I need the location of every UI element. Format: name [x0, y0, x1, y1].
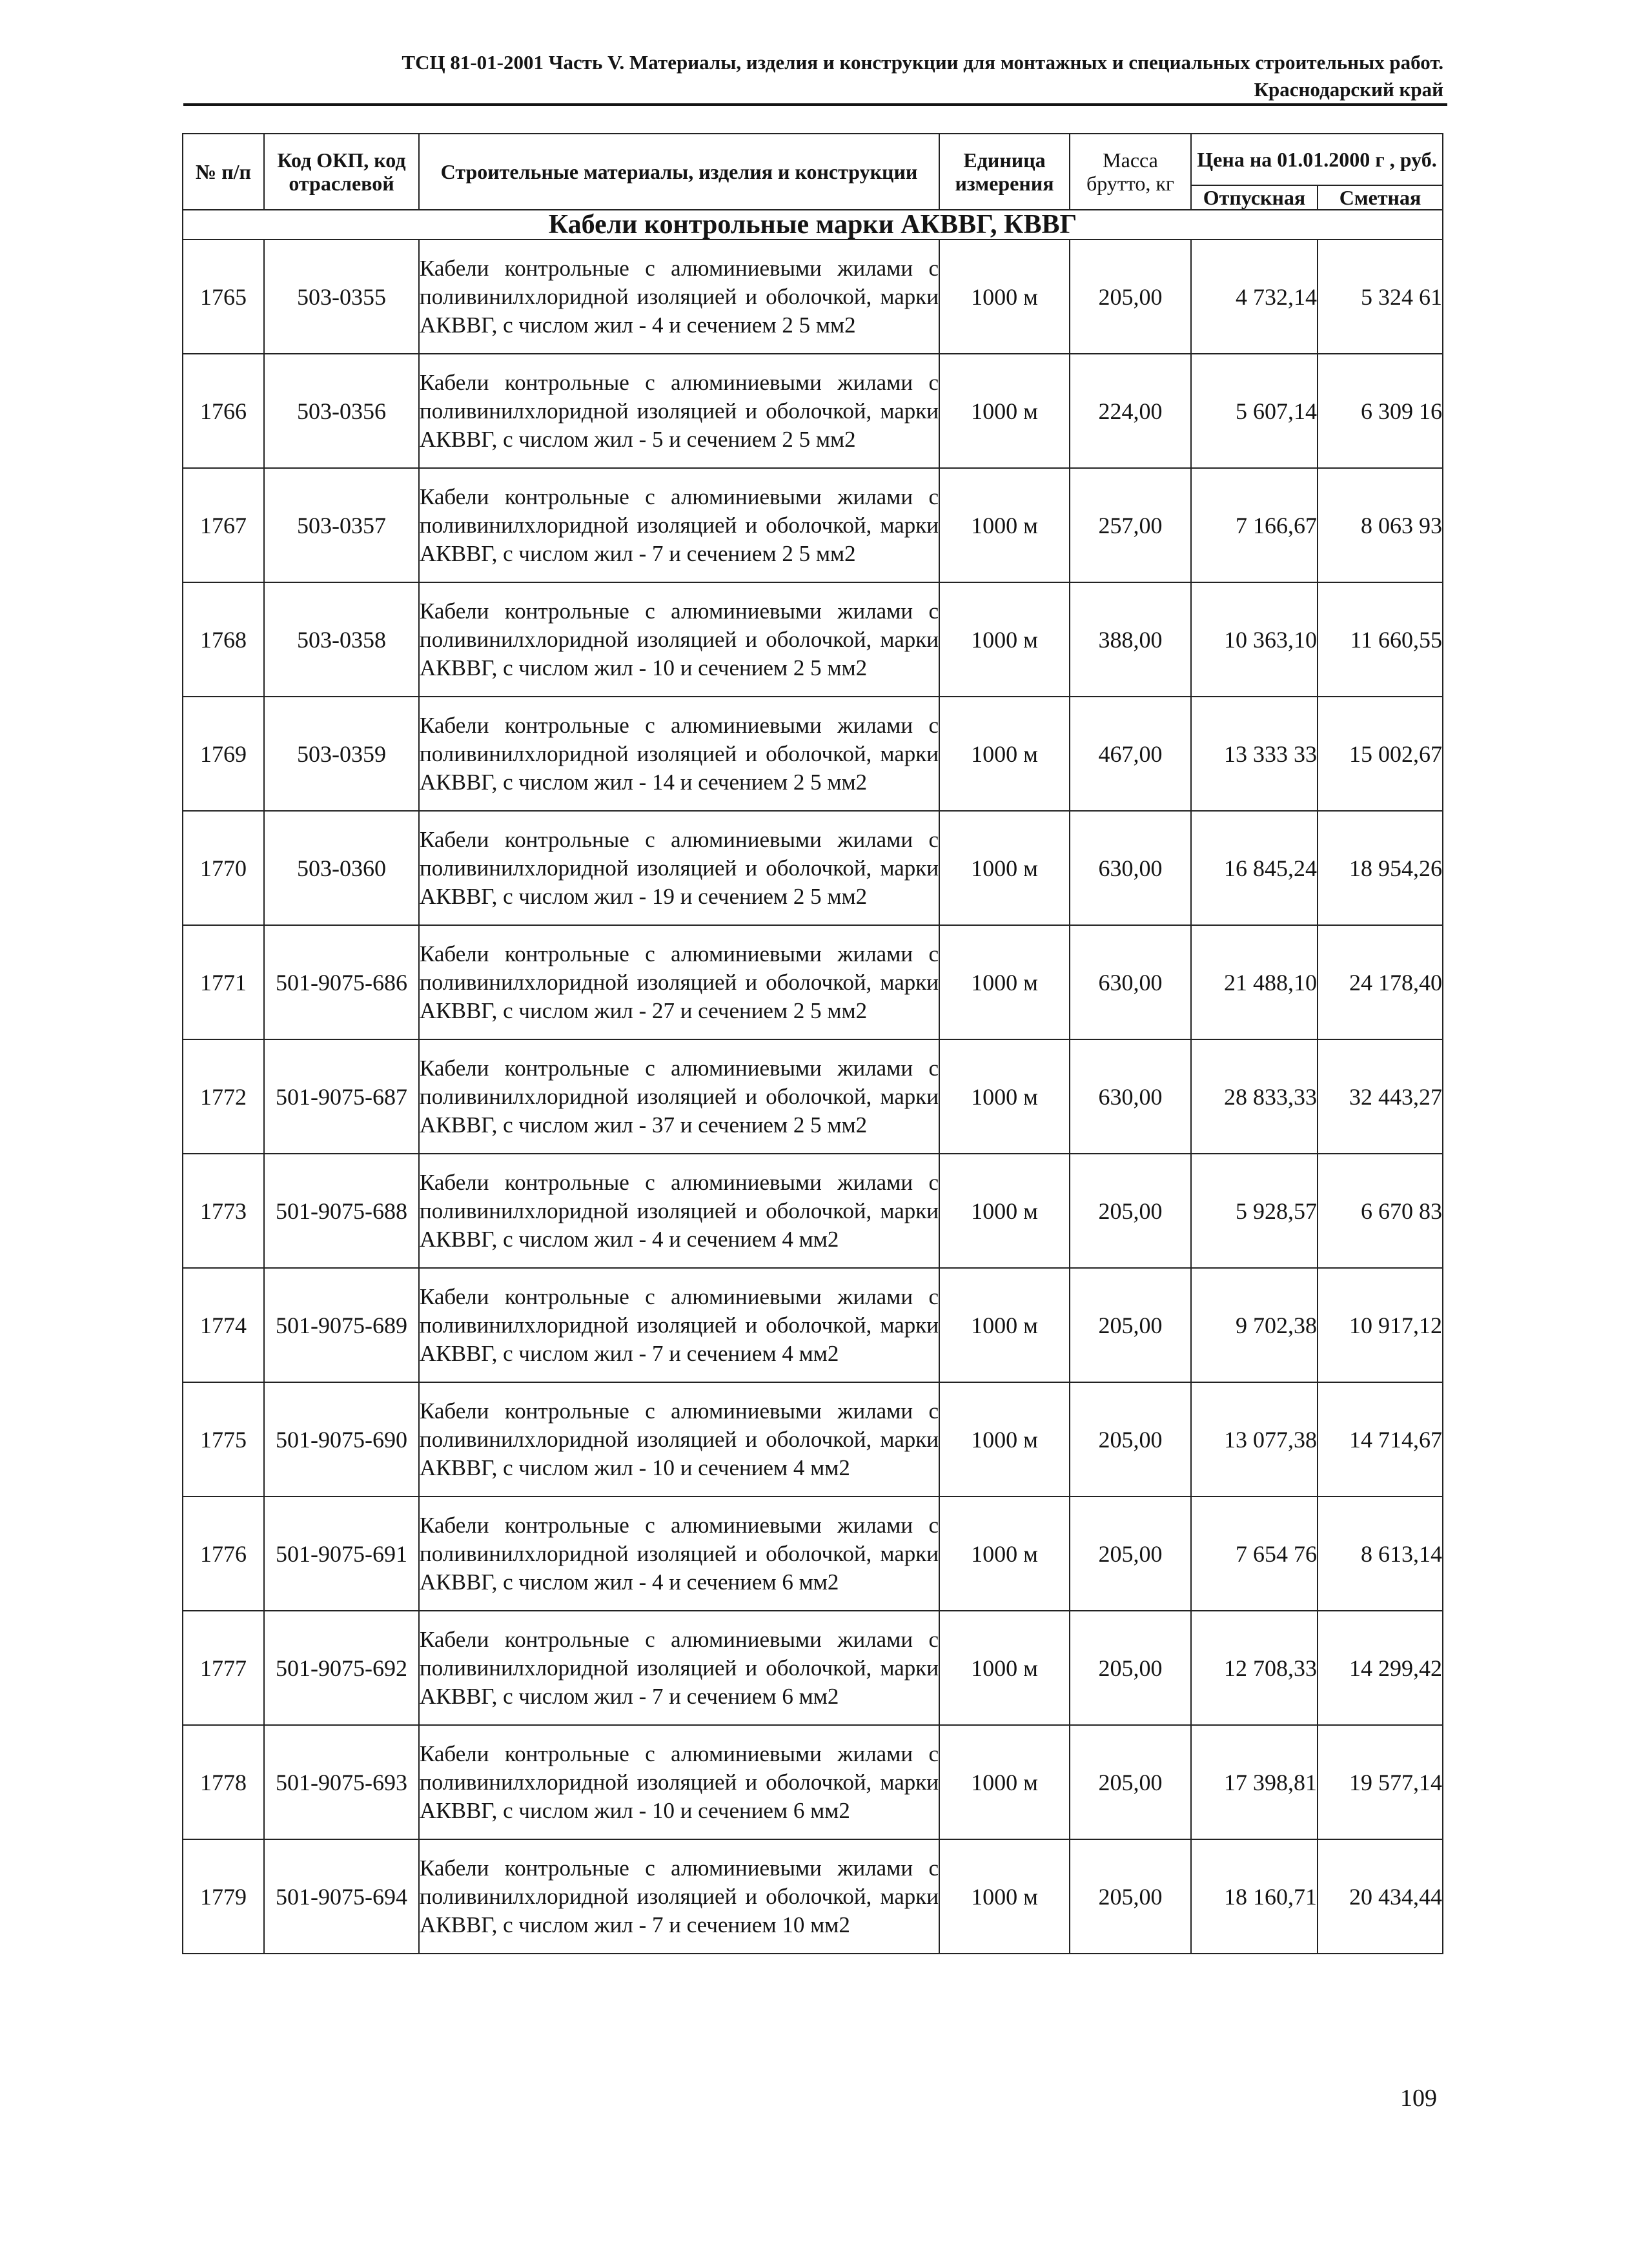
row-code: 501-9075-690: [264, 1382, 419, 1497]
row-number: 1766: [183, 354, 264, 468]
row-number: 1767: [183, 468, 264, 582]
col-header-price: Цена на 01.01.2000 г , руб.: [1191, 134, 1443, 185]
row-unit: 1000 м: [939, 1268, 1070, 1382]
row-number: 1773: [183, 1154, 264, 1268]
page-number: 109: [1400, 2085, 1437, 2112]
row-description: Кабели контрольные с алюминиевыми жилами с поливинилхлоридной изоляцией и оболочкой, марки АКВВГ, с числом жил - 10 и сечением 4 мм2: [419, 1382, 939, 1497]
row-unit: 1000 м: [939, 925, 1070, 1039]
row-description: Кабели контрольные с алюминиевыми жилами с поливинилхлоридной изоляцией и оболочкой, марки АКВВГ, с числом жил - 7 и сечением 4 мм2: [419, 1268, 939, 1382]
section-title-row: [183, 210, 1443, 240]
table-row: [183, 925, 1443, 1039]
row-unit: 1000 м: [939, 1497, 1070, 1611]
row-unit: 1000 м: [939, 1154, 1070, 1268]
row-price-release: 21 488,10: [1191, 925, 1318, 1039]
row-description: Кабели контрольные с алюминиевыми жилами с поливинилхлоридной изоляцией и оболочкой, марки АКВВГ, с числом жил - 27 и сечением 2 5 мм2: [419, 925, 939, 1039]
row-description: Кабели контрольные с алюминиевыми жилами с поливинилхлоридной изоляцией и оболочкой, марки АКВВГ, с числом жил - 4 и сечением 6 мм2: [419, 1497, 939, 1611]
row-mass: 224,00: [1070, 354, 1191, 468]
table-row: [183, 1839, 1443, 1954]
row-mass: 205,00: [1070, 1154, 1191, 1268]
row-code: 501-9075-691: [264, 1497, 419, 1611]
row-number: 1765: [183, 240, 264, 354]
row-mass: 205,00: [1070, 1611, 1191, 1725]
row-price-release: 4 732,14: [1191, 240, 1318, 354]
row-code: 503-0360: [264, 811, 419, 925]
row-number: 1775: [183, 1382, 264, 1497]
row-price-release: 10 363,10: [1191, 582, 1318, 697]
row-mass: 205,00: [1070, 1497, 1191, 1611]
row-price-release: 18 160,71: [1191, 1839, 1318, 1954]
table-row: [183, 1497, 1443, 1611]
row-price-estimate: 18 954,26: [1318, 811, 1443, 925]
section-title: Кабели контрольные марки АКВВГ, КВВГ: [183, 210, 1443, 240]
table-row: [183, 1154, 1443, 1268]
row-mass: 630,00: [1070, 811, 1191, 925]
row-price-estimate: 24 178,40: [1318, 925, 1443, 1039]
col-header-name: Строительные материалы, изделия и конструкции: [419, 134, 939, 210]
row-price-release: 13 077,38: [1191, 1382, 1318, 1497]
col-header-num: № п/п: [183, 134, 264, 210]
page-header: [183, 49, 1443, 103]
row-number: 1770: [183, 811, 264, 925]
row-description: Кабели контрольные с алюминиевыми жилами с поливинилхлоридной изоляцией и оболочкой, марки АКВВГ, с числом жил - 7 и сечением 10 мм2: [419, 1839, 939, 1954]
row-price-estimate: 10 917,12: [1318, 1268, 1443, 1382]
row-number: 1772: [183, 1039, 264, 1154]
col-header-mass: Масса брутто, кг: [1070, 134, 1191, 210]
row-price-release: 7 654 76: [1191, 1497, 1318, 1611]
row-code: 503-0358: [264, 582, 419, 697]
col-header-estimate: Сметная: [1318, 185, 1443, 210]
table-row: [183, 582, 1443, 697]
table-row: [183, 468, 1443, 582]
row-mass: 467,00: [1070, 697, 1191, 811]
row-price-estimate: 6 670 83: [1318, 1154, 1443, 1268]
row-code: 501-9075-688: [264, 1154, 419, 1268]
row-price-estimate: 6 309 16: [1318, 354, 1443, 468]
row-price-release: 5 607,14: [1191, 354, 1318, 468]
table-row: [183, 1039, 1443, 1154]
row-code: 503-0355: [264, 240, 419, 354]
row-price-release: 17 398,81: [1191, 1725, 1318, 1839]
col-header-unit: Единица измерения: [939, 134, 1070, 210]
table-row: [183, 1382, 1443, 1497]
row-price-estimate: 14 299,42: [1318, 1611, 1443, 1725]
header-region: Краснодарский край: [1254, 78, 1443, 101]
row-description: Кабели контрольные с алюминиевыми жилами с поливинилхлоридной изоляцией и оболочкой, марки АКВВГ, с числом жил - 10 и сечением 2 5 мм2: [419, 582, 939, 697]
row-mass: 257,00: [1070, 468, 1191, 582]
row-mass: 205,00: [1070, 1839, 1191, 1954]
row-number: 1776: [183, 1497, 264, 1611]
row-price-release: 16 845,24: [1191, 811, 1318, 925]
row-description: Кабели контрольные с алюминиевыми жилами с поливинилхлоридной изоляцией и оболочкой, марки АКВВГ, с числом жил - 5 и сечением 2 5 мм2: [419, 354, 939, 468]
row-code: 501-9075-693: [264, 1725, 419, 1839]
row-mass: 388,00: [1070, 582, 1191, 697]
table-row: [183, 811, 1443, 925]
row-description: Кабели контрольные с алюминиевыми жилами с поливинилхлоридной изоляцией и оболочкой, марки АКВВГ, с числом жил - 7 и сечением 6 мм2: [419, 1611, 939, 1725]
row-unit: 1000 м: [939, 468, 1070, 582]
row-number: 1779: [183, 1839, 264, 1954]
row-unit: 1000 м: [939, 1725, 1070, 1839]
row-unit: 1000 м: [939, 1039, 1070, 1154]
row-code: 503-0359: [264, 697, 419, 811]
row-price-release: 12 708,33: [1191, 1611, 1318, 1725]
row-code: 501-9075-692: [264, 1611, 419, 1725]
row-description: Кабели контрольные с алюминиевыми жилами с поливинилхлоридной изоляцией и оболочкой, марки АКВВГ, с числом жил - 4 и сечением 2 5 мм2: [419, 240, 939, 354]
row-description: Кабели контрольные с алюминиевыми жилами с поливинилхлоридной изоляцией и оболочкой, марки АКВВГ, с числом жил - 14 и сечением 2 5 мм2: [419, 697, 939, 811]
header-title: ТСЦ 81-01-2001 Часть V. Материалы, изделия и конструкции для монтажных и специальных строительных работ.: [402, 51, 1443, 74]
row-code: 501-9075-694: [264, 1839, 419, 1954]
row-code: 501-9075-686: [264, 925, 419, 1039]
row-price-release: 28 833,33: [1191, 1039, 1318, 1154]
row-price-estimate: 19 577,14: [1318, 1725, 1443, 1839]
row-price-release: 9 702,38: [1191, 1268, 1318, 1382]
row-number: 1771: [183, 925, 264, 1039]
row-price-estimate: 32 443,27: [1318, 1039, 1443, 1154]
row-code: 503-0356: [264, 354, 419, 468]
table-row: [183, 697, 1443, 811]
row-description: Кабели контрольные с алюминиевыми жилами с поливинилхлоридной изоляцией и оболочкой, марки АКВВГ, с числом жил - 10 и сечением 6 мм2: [419, 1725, 939, 1839]
row-price-release: 7 166,67: [1191, 468, 1318, 582]
row-mass: 630,00: [1070, 925, 1191, 1039]
row-price-estimate: 15 002,67: [1318, 697, 1443, 811]
table-row: [183, 1725, 1443, 1839]
table-row: [183, 1268, 1443, 1382]
row-unit: 1000 м: [939, 240, 1070, 354]
row-description: Кабели контрольные с алюминиевыми жилами с поливинилхлоридной изоляцией и оболочкой, марки АКВВГ, с числом жил - 4 и сечением 4 мм2: [419, 1154, 939, 1268]
row-unit: 1000 м: [939, 1839, 1070, 1954]
row-price-release: 13 333 33: [1191, 697, 1318, 811]
row-price-estimate: 14 714,67: [1318, 1382, 1443, 1497]
table-row: [183, 354, 1443, 468]
header-row: [183, 134, 1443, 185]
row-code: 501-9075-687: [264, 1039, 419, 1154]
row-code: 501-9075-689: [264, 1268, 419, 1382]
row-mass: 205,00: [1070, 1725, 1191, 1839]
row-number: 1769: [183, 697, 264, 811]
row-mass: 205,00: [1070, 1382, 1191, 1497]
row-mass: 205,00: [1070, 240, 1191, 354]
table-body: [183, 210, 1443, 1954]
row-number: 1768: [183, 582, 264, 697]
row-mass: 630,00: [1070, 1039, 1191, 1154]
row-description: Кабели контрольные с алюминиевыми жилами с поливинилхлоридной изоляцией и оболочкой, марки АКВВГ, с числом жил - 37 и сечением 2 5 мм2: [419, 1039, 939, 1154]
row-price-estimate: 8 063 93: [1318, 468, 1443, 582]
table-row: [183, 1611, 1443, 1725]
row-price-estimate: 20 434,44: [1318, 1839, 1443, 1954]
row-description: Кабели контрольные с алюминиевыми жилами с поливинилхлоридной изоляцией и оболочкой, марки АКВВГ, с числом жил - 7 и сечением 2 5 мм2: [419, 468, 939, 582]
row-unit: 1000 м: [939, 582, 1070, 697]
row-number: 1778: [183, 1725, 264, 1839]
table-row: [183, 240, 1443, 354]
row-number: 1777: [183, 1611, 264, 1725]
row-unit: 1000 м: [939, 697, 1070, 811]
row-price-estimate: 11 660,55: [1318, 582, 1443, 697]
row-unit: 1000 м: [939, 1382, 1070, 1497]
row-description: Кабели контрольные с алюминиевыми жилами с поливинилхлоридной изоляцией и оболочкой, марки АКВВГ, с числом жил - 19 и сечением 2 5 мм2: [419, 811, 939, 925]
row-unit: 1000 м: [939, 1611, 1070, 1725]
row-price-release: 5 928,57: [1191, 1154, 1318, 1268]
row-code: 503-0357: [264, 468, 419, 582]
row-unit: 1000 м: [939, 354, 1070, 468]
header-rule: [183, 103, 1447, 106]
row-price-estimate: 8 613,14: [1318, 1497, 1443, 1611]
col-header-release: Отпускная: [1191, 185, 1318, 210]
row-number: 1774: [183, 1268, 264, 1382]
row-mass: 205,00: [1070, 1268, 1191, 1382]
row-unit: 1000 м: [939, 811, 1070, 925]
col-header-code: Код ОКП, код отраслевой: [264, 134, 419, 210]
price-table: [182, 133, 1443, 1954]
row-price-estimate: 5 324 61: [1318, 240, 1443, 354]
